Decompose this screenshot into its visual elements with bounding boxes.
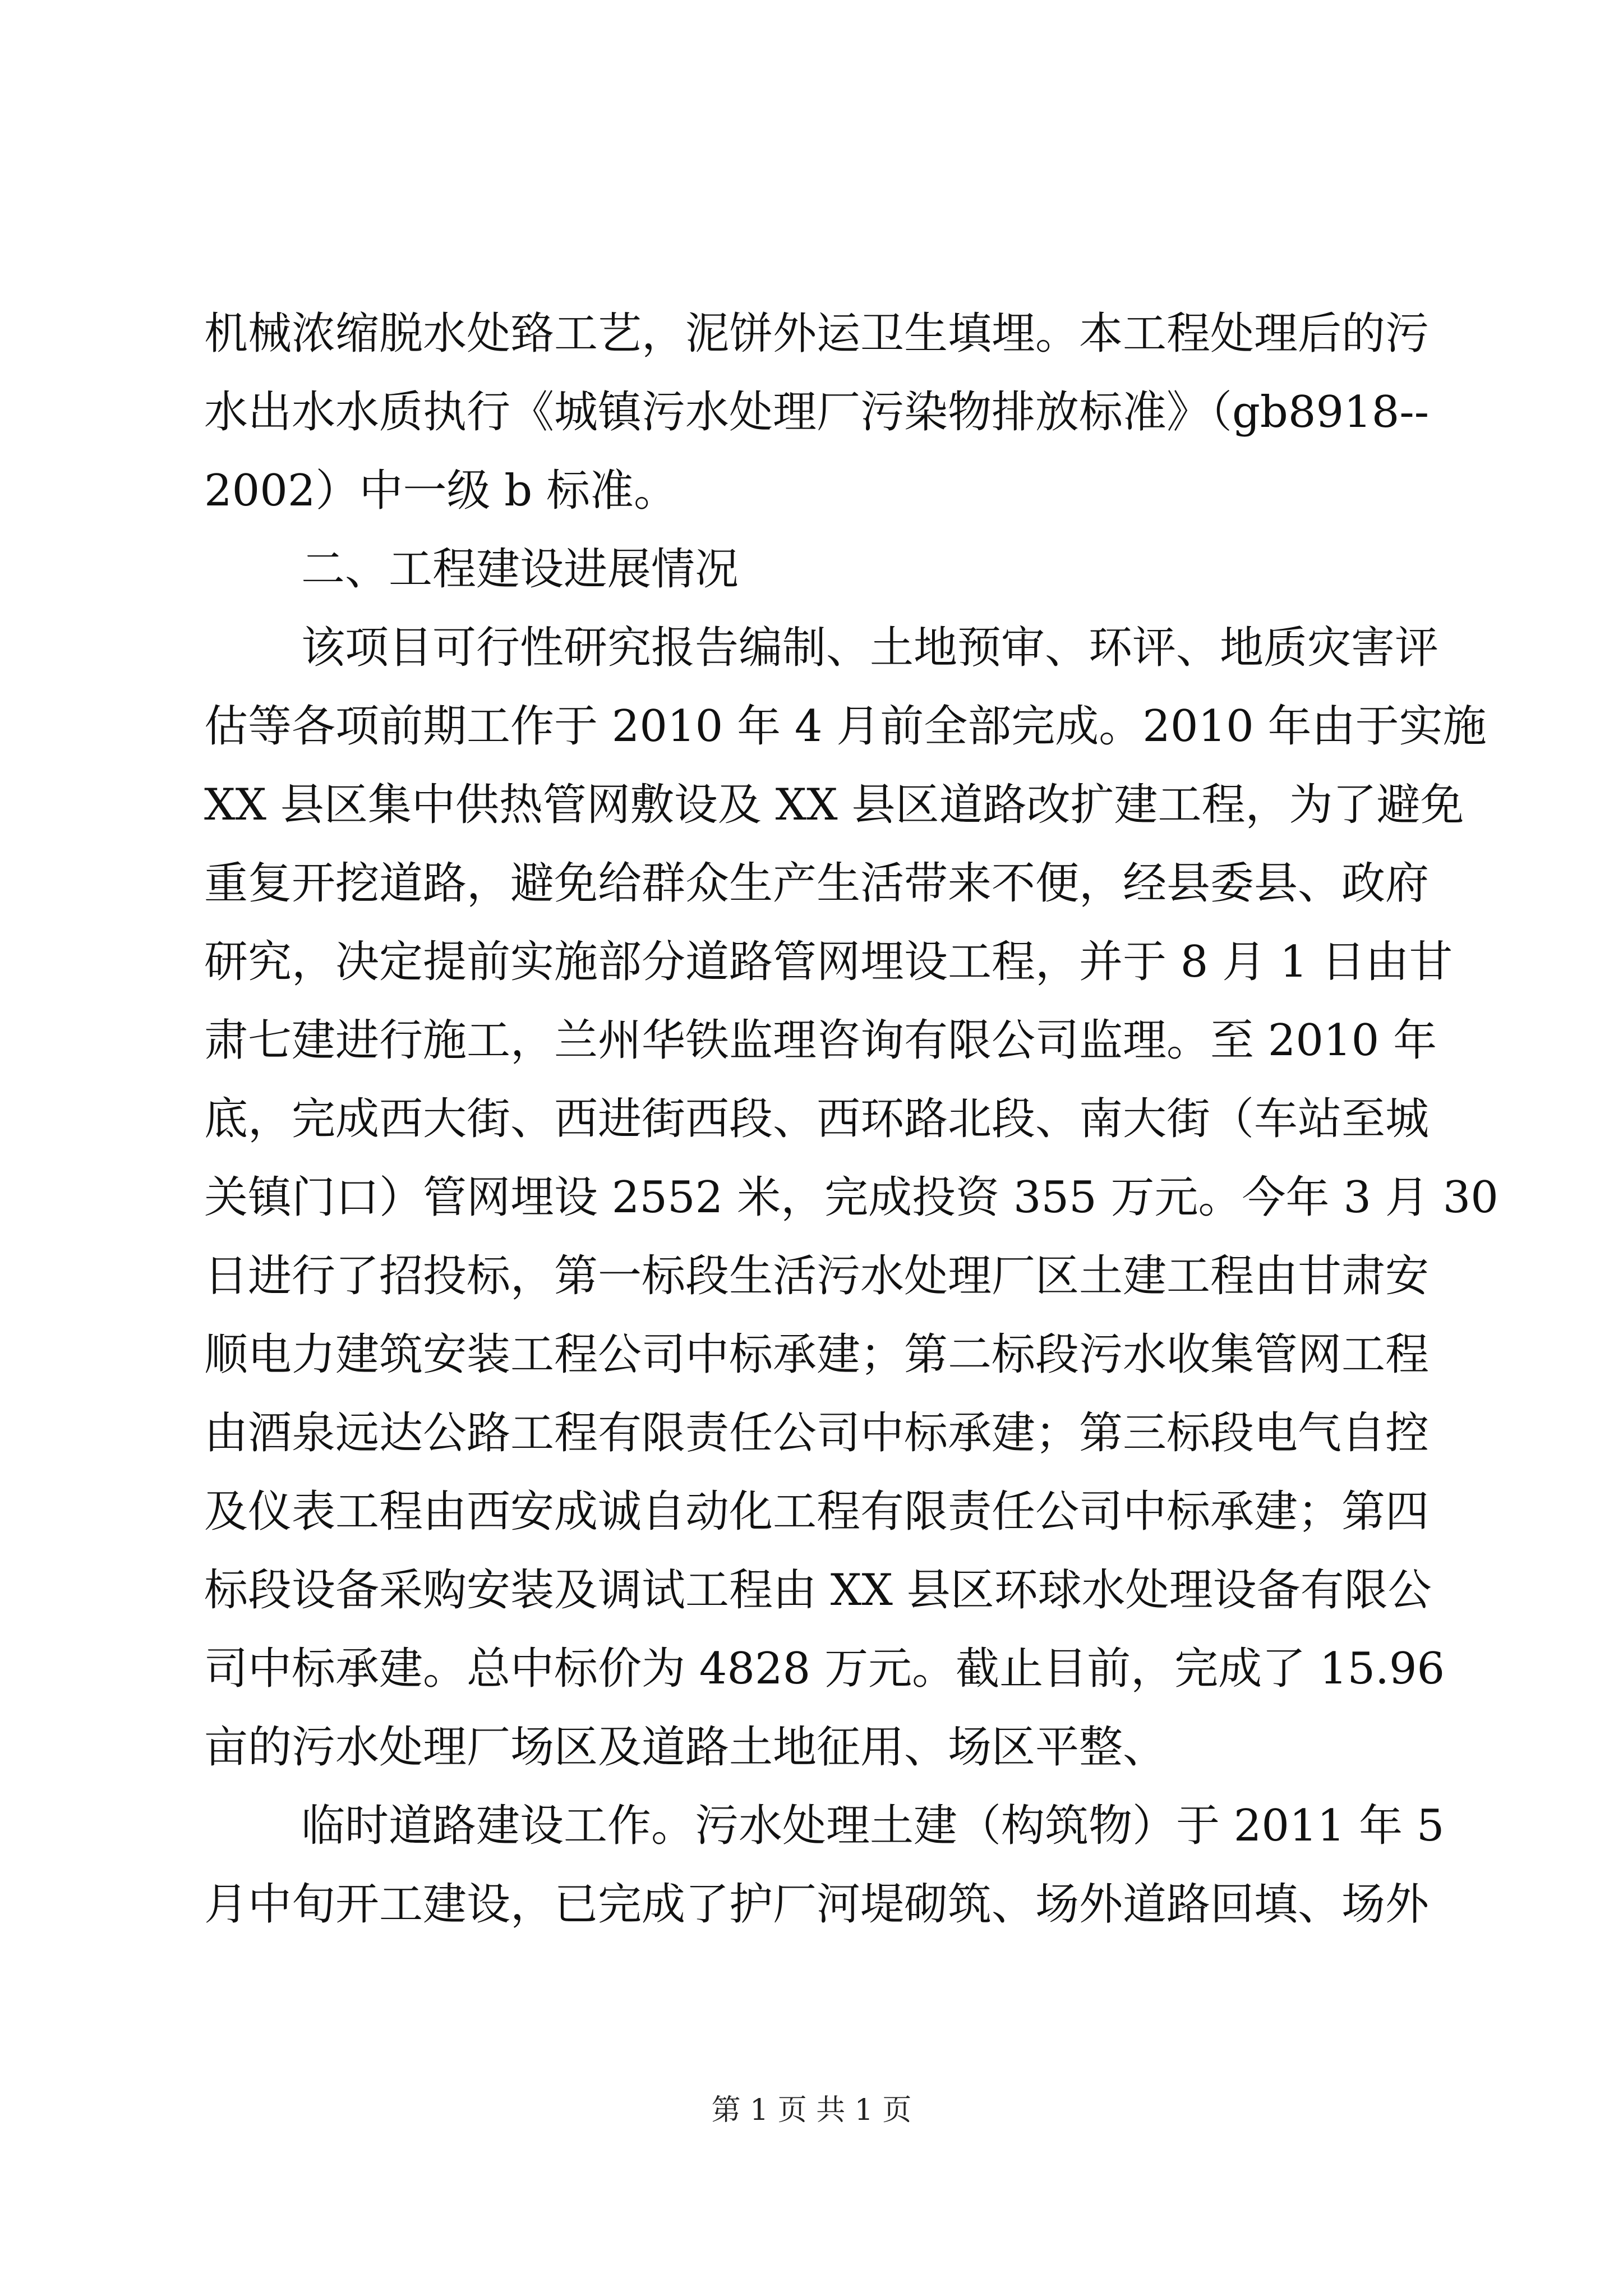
body-line: 底，完成西大街、西进街西段、西环路北段、南大街（车站至城 bbox=[204, 1094, 1430, 1144]
body-line: 2002）中一级 b 标准。 bbox=[204, 466, 678, 516]
section-heading: 二、工程建设进展情况 bbox=[301, 544, 739, 595]
body-line: 及仪表工程由西安成诚自动化工程有限责任公司中标承建；第四 bbox=[204, 1487, 1430, 1537]
body-line: 标段设备采购安装及调试工程由 XX 县区环球水处理设备有限公 bbox=[204, 1565, 1432, 1616]
page-footer: 第 1 页 共 1 页 bbox=[711, 2093, 912, 2127]
body-line: 顺电力建筑安装工程公司中标承建；第二标段污水收集管网工程 bbox=[204, 1329, 1430, 1380]
body-line: 亩的污水处理厂场区及道路土地征用、场区平整、 bbox=[204, 1722, 1167, 1773]
body-line: 水出水水质执行《城镇污水处理厂污染物排放标准》（gb8918-- bbox=[204, 387, 1430, 438]
body-line: 重复开挖道路，避免给群众生产生活带来不便，经县委县、政府 bbox=[204, 858, 1430, 909]
body-line: 研究，决定提前实施部分道路管网埋设工程，并于 8 月 1 日由甘 bbox=[204, 937, 1453, 987]
body-line: 该项目可行性研究报告编制、土地预审、环评、地质灾害评 bbox=[301, 623, 1439, 673]
body-line: 估等各项前期工作于 2010 年 4 月前全部完成。2010 年由于实施 bbox=[204, 701, 1487, 752]
body-line: 由酒泉远达公路工程有限责任公司中标承建；第三标段电气自控 bbox=[204, 1408, 1430, 1458]
body-line: 临时道路建设工作。污水处理土建（构筑物）于 2011 年 5 bbox=[301, 1801, 1445, 1851]
body-line: 司中标承建。总中标价为 4828 万元。截止目前，完成了 15.96 bbox=[204, 1644, 1445, 1694]
body-line: 日进行了招投标，第一标段生活污水处理厂区土建工程由甘肃安 bbox=[204, 1251, 1430, 1301]
body-line: 机械浓缩脱水处臵工艺，泥饼外运卫生填埋。本工程处理后的污 bbox=[204, 309, 1430, 359]
body-line: XX 县区集中供热管网敷设及 XX 县区道路改扩建工程，为了避免 bbox=[204, 780, 1464, 830]
body-line: 关镇门口）管网埋设 2552 米，完成投资 355 万元。今年 3 月 30 bbox=[204, 1172, 1498, 1223]
body-line: 肃七建进行施工，兰州华铁监理咨询有限公司监理。至 2010 年 bbox=[204, 1015, 1437, 1066]
body-line: 月中旬开工建设，已完成了护厂河堤砌筑、场外道路回填、场外 bbox=[204, 1879, 1430, 1930]
